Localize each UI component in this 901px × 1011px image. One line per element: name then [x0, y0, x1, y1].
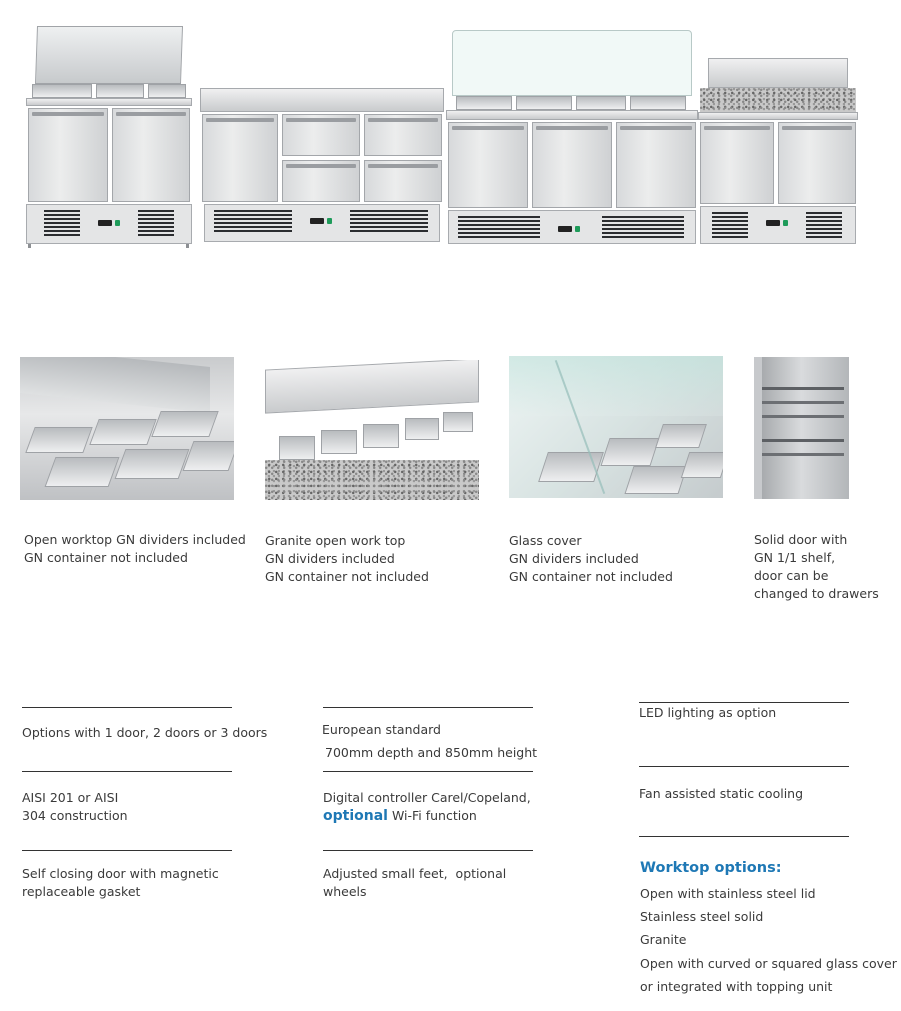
detail-photo-open-worktop — [20, 357, 234, 500]
caption-line: Solid door with — [754, 532, 848, 547]
detail-photo-glass-cover — [509, 356, 723, 498]
detail-photo-shelf-interior — [754, 357, 849, 499]
divider — [639, 836, 849, 837]
caption-line: GN container not included — [24, 550, 188, 565]
feature-line: Adjusted small feet, optional — [323, 866, 507, 881]
feature-line: Digital controller Carel/Copeland, — [323, 790, 531, 805]
caption-line: GN dividers included — [265, 551, 395, 566]
feature-line: wheels — [323, 884, 367, 899]
product-2-door-topping-unit — [698, 58, 858, 248]
feature-construction — [22, 789, 128, 825]
worktop-option: Stainless steel solid — [640, 909, 764, 924]
divider — [639, 766, 849, 767]
caption-glass-cover — [509, 532, 673, 586]
optional-highlight: optional — [323, 808, 388, 824]
divider — [22, 771, 232, 772]
caption-line: Granite open work top — [265, 533, 406, 548]
worktop-option: Open with stainless steel lid — [640, 886, 816, 901]
door-left — [28, 108, 108, 202]
glass-cover — [452, 30, 692, 96]
worktop-option: Granite — [640, 932, 687, 947]
caption-line: GN container not included — [265, 569, 429, 584]
caption-line: door can be — [754, 568, 829, 583]
caption-line: Open worktop GN dividers included — [24, 532, 246, 547]
feature-line: 700mm depth and 850mm height — [325, 745, 538, 760]
feature-line: European standard — [322, 722, 441, 737]
feature-feet — [323, 865, 506, 901]
caption-line: GN container not included — [509, 569, 673, 584]
feature-line: Self closing door with magnetic — [22, 866, 219, 881]
worktop-options-title: Worktop options: — [640, 860, 782, 876]
feature-line: 304 construction — [22, 808, 128, 823]
granite-worktop — [700, 88, 856, 112]
caption-solid-door — [754, 531, 879, 603]
feature-self-closing-door — [22, 865, 219, 901]
worktop-option: or integrated with topping unit — [640, 979, 833, 994]
product-2-door-lid — [26, 26, 192, 248]
caption-open-worktop — [24, 531, 246, 567]
wifi-text: Wi-Fi function — [387, 808, 477, 823]
divider — [323, 771, 533, 772]
feature-european-standard — [322, 718, 537, 764]
caption-granite — [265, 532, 429, 586]
caption-line: Glass cover — [509, 533, 582, 548]
feature-fan-cooling: Fan assisted static cooling — [639, 786, 804, 801]
open-lid — [35, 26, 183, 84]
feature-line-wifi — [323, 807, 531, 825]
divider — [22, 850, 232, 851]
detail-photo-granite-worktop — [265, 360, 479, 500]
divider — [323, 850, 533, 851]
topping-unit-hood — [708, 58, 848, 88]
divider — [323, 707, 533, 708]
caption-line: GN dividers included — [509, 551, 639, 566]
caption-line: changed to drawers — [754, 586, 879, 601]
product-3-door-glass-cover — [446, 30, 698, 246]
caption-line: GN 1/1 shelf, — [754, 550, 836, 565]
feature-digital-controller — [323, 789, 531, 825]
divider — [22, 707, 232, 708]
product-solid-top-drawers — [200, 88, 444, 246]
door-right — [112, 108, 190, 202]
feature-led-lighting: LED lighting as option — [639, 705, 777, 720]
feature-line: replaceable gasket — [22, 884, 141, 899]
worktop-option: Open with curved or squared glass cover — [640, 956, 897, 971]
feature-line: AISI 201 or AISI — [22, 790, 119, 805]
feature-door-options: Options with 1 door, 2 doors or 3 doors — [22, 725, 268, 740]
divider — [639, 702, 849, 703]
